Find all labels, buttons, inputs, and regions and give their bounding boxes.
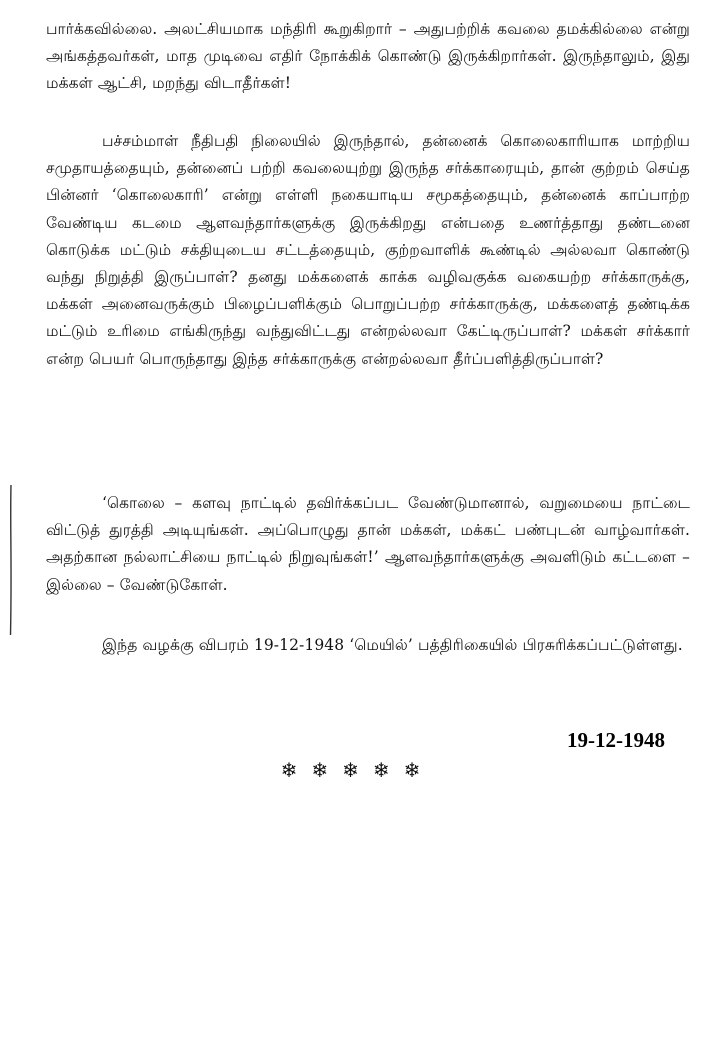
paragraph-4: இந்த வழக்கு விபரம் 19-12-1948 ‘மெயில்’ பத்திரிகையில் பிரசுரிக்கப்பட்டுள்ளது. (102, 636, 683, 654)
section-divider-ornament: ❄❄❄❄❄ (280, 758, 435, 782)
paragraph-1: பார்க்கவில்லை. அலட்சியமாக மந்திரி கூறுகிறார் – அதுபற்றிக் கவலை தமக்கில்லை என்று அங்கத்தவர்கள், மாத முடிவை எதிர் நோக்கிக் கொண்டு இருக்கிறார்கள். இருந்தாலும், இது மக்கள் ஆட்சி, மறந்து விடாதீர்கள்! (46, 20, 690, 93)
paragraph-2: பச்சம்மாள் நீதிபதி நிலையில் இருந்தால், தன்னைக் கொலைகாரியாக மாற்றிய சமுதாயத்தையும், தன்னைப் பற்றி கவலையுற்று இருந்த சர்க்காரையும், தான் குற்றம் செய்த பின்னர் ‘கொலைகாரி’ என்று எள்ளி நகையாடிய சமூகத்தையும், தன்னைக் காப்பாற்ற வேண்டிய கடமை ஆளவந்தார்களுக்கு இருக்கிறது என்பதை உணர்த்தாது தண்டனை கொடுக்க மட்டும் சக்தியுடைய சட்டத்தையும், குற்றவாளிக் கூண்டில் அல்லவா கொண்டு வந்து நிறுத்தி இருப்பாள்? தனது மக்களைக் காக்க வழிவகுக்க வகையற்ற சர்க்காருக்கு, மக்கள் அனைவருக்கும் பிழைப்பளிக்கும் பொறுப்பற்ற சர்க்காருக்கு, மக்களைத் தண்டிக்க மட்டும் உரிமை எங்கிருந்து வந்துவிட்டது என்றல்லவா கேட்டிருப்பாள்? மக்கள் சர்க்கார் என்ற பெயர் பொருந்தாது இந்த சர்க்காருக்கு என்றல்லவா தீர்ப்பளித்திருப்பாள்? (46, 132, 690, 368)
article-date: 19-12-1948 (567, 728, 665, 752)
paragraph-3: ‘கொலை – களவு நாட்டில் தவிர்க்கப்பட வேண்டுமானால், வறுமையை நாட்டை விட்டுத் துரத்தி அடியுங்கள். அப்பொழுது தான் மக்கள், மக்கட் பண்புடன் வாழ்வார்கள். அதற்கான நல்லாட்சியை நாட்டில் நிறுவுங்கள்!’ ஆளவந்தார்களுக்கு அவளிடும் கட்டளை – இல்லை – வேண்டுகோள். (46, 494, 690, 594)
margin-pencil-mark (9, 485, 13, 635)
